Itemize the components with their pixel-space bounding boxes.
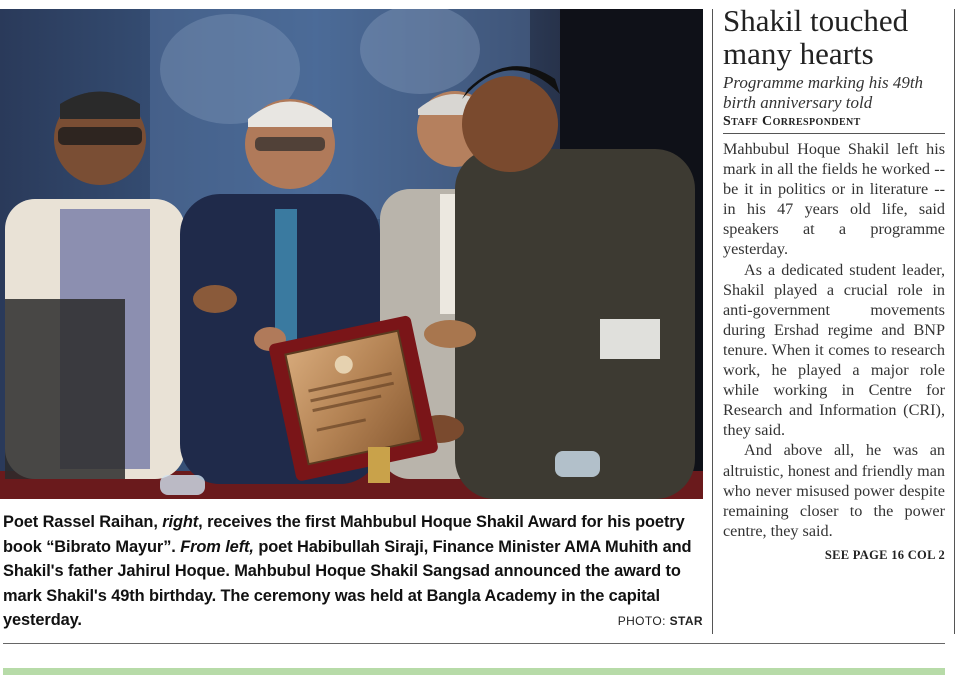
photo-credit-source: STAR [669, 614, 703, 628]
news-photo [0, 9, 703, 499]
caption-text-3: poet Habibullah Siraji, Finance Minister AMA Muhith and Shakil's father Jahirul Hoque. Mahbubul Hoque Shakil Sangsad announced the award to mark Shakil's 49th birthday. The ceremony was held at Bangla Academy in the capital yesterday. [3, 537, 692, 630]
caption-italic-right: right [162, 513, 199, 531]
caption-text-1: Poet Rassel Raihan, [3, 513, 163, 531]
article-subhead: Programme marking his 49th birth anniversary told [723, 73, 924, 112]
news-article [723, 4, 945, 563]
photo-caption [3, 510, 703, 633]
section-divider [3, 643, 945, 644]
column-rule-right [954, 9, 955, 634]
article-paragraph: Mahbubul Hoque Shakil left his mark in all the fields he worked -- be it in politics or in literature -- in his 47 years old life, said speakers at a programme yesterday. [723, 140, 945, 259]
article-body [723, 139, 945, 541]
article-headline: Shakil touched many hearts [723, 3, 909, 71]
photo-credit-label: PHOTO: [617, 614, 670, 628]
caption-italic-from-left: From left, [180, 537, 254, 556]
column-rule-left [712, 9, 713, 634]
article-paragraph: As a dedicated student leader, Shakil played a crucial role in anti-government movements during Ershad regime and BNP tenure. When it comes to research work, he played a major role while working in Centre for Research and Information (CRI), they said. [723, 260, 945, 440]
article-paragraph: And above all, he was an altruistic, honest and friendly man who never misused power despite remaining closer to the power centre, they said. [723, 441, 945, 540]
photo-credit [618, 614, 703, 628]
caption-text-2: , receives the first Mahbubul Hoque Shakil Award for his poetry book “Bibrato Mayur”. [3, 513, 685, 556]
continuation-link[interactable]: SEE PAGE 16 COL 2 [824, 547, 945, 562]
article-byline: Staff Correspondent [723, 114, 945, 134]
green-banner-strip [3, 668, 945, 675]
ceremony-photo-illustration [0, 9, 703, 499]
